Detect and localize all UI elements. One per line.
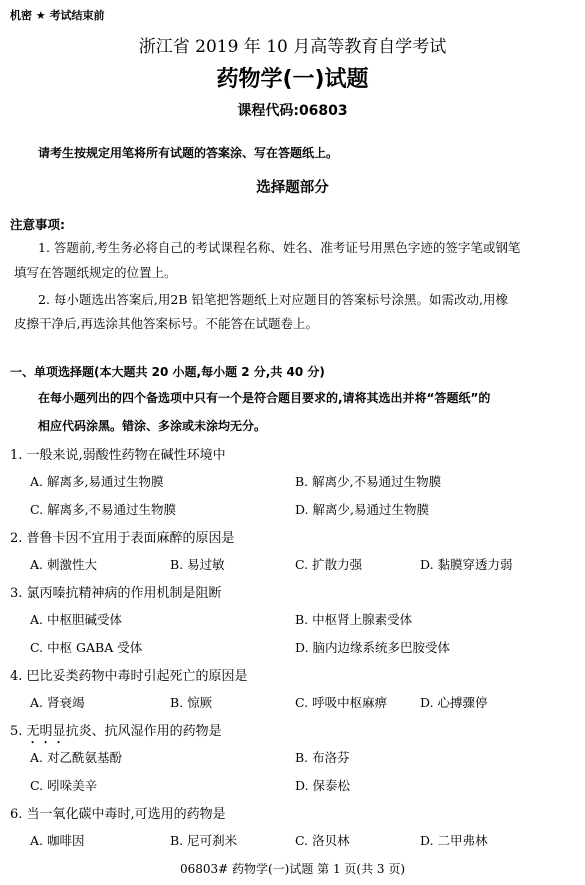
question-2-option-d: D. 黏膜穿透力弱 bbox=[420, 557, 513, 572]
question-3-option-b: B. 中枢肾上腺素受体 bbox=[295, 612, 413, 627]
question-1-option-b: B. 解离少,不易通过生物膜 bbox=[295, 474, 442, 489]
question-1-stem: 1. 一般来说,弱酸性药物在碱性环境中 bbox=[10, 448, 226, 463]
question-6-option-a: A. 咖啡因 bbox=[30, 833, 85, 848]
question-2-stem: 2. 普鲁卡因不宜用于表面麻醉的原因是 bbox=[10, 531, 235, 546]
question-6-option-b: B. 尼可刹米 bbox=[170, 833, 238, 848]
notes-heading: 注意事项: bbox=[10, 217, 65, 232]
part-instruction-line-2: 相应代码涂黑。错涂、多涂或未涂均无分。 bbox=[38, 419, 267, 433]
question-4-stem: 4. 巴比妥类药物中毒时引起死亡的原因是 bbox=[10, 669, 248, 684]
question-4-option-a: A. 肾衰竭 bbox=[30, 695, 85, 710]
question-4-option-d: D. 心搏骤停 bbox=[420, 695, 488, 710]
part-heading: 一、单项选择题(本大题共 20 小题,每小题 2 分,共 40 分) bbox=[10, 365, 325, 379]
question-1-option-c: C. 解离多,不易通过生物膜 bbox=[30, 502, 177, 517]
question-5-stem-rest: 抗炎、抗风湿作用的药物是 bbox=[65, 724, 222, 739]
note-1-line-2: 填写在答题纸规定的位置上。 bbox=[14, 265, 177, 280]
question-3-option-a: A. 中枢胆碱受体 bbox=[30, 612, 122, 627]
question-4-option-c: C. 呼吸中枢麻痹 bbox=[295, 695, 388, 710]
note-1-line-1: 1. 答题前,考生务必将自己的考试课程名称、姓名、准考证号用黑色字迹的签字笔或钢笔 bbox=[38, 240, 521, 255]
page-footer: 06803# 药物学(一)试题 第 1 页(共 3 页) bbox=[179, 862, 406, 876]
question-2-option-a: A. 刺激性大 bbox=[30, 557, 97, 572]
note-2-line-1: 2. 每小题选出答案后,用2B 铅笔把答题纸上对应题目的答案标号涂黑。如需改动,用橡 bbox=[38, 292, 508, 307]
question-6-option-c: C. 洛贝林 bbox=[295, 833, 350, 848]
question-6-option-d: D. 二甲弗林 bbox=[420, 833, 488, 848]
answer-instruction: 请考生按规定用笔将所有试题的答案涂、写在答题纸上。 bbox=[38, 146, 339, 160]
question-5-option-c: C. 吲哚美辛 bbox=[30, 778, 98, 793]
question-2-option-c: C. 扩散力强 bbox=[295, 557, 363, 572]
question-3-option-c: C. 中枢 GABA 受体 bbox=[30, 640, 143, 655]
question-1-option-d: D. 解离少,易通过生物膜 bbox=[295, 502, 429, 517]
question-1-option-a: A. 解离多,易通过生物膜 bbox=[30, 474, 164, 489]
question-4-option-b: B. 惊厥 bbox=[170, 695, 213, 710]
section-title: 选择题部分 bbox=[256, 180, 329, 196]
confidential-label: 机密 ★ 考试结束前 bbox=[10, 9, 105, 22]
question-2-option-b: B. 易过敏 bbox=[170, 557, 225, 572]
note-2-line-2: 皮擦干净后,再选涂其他答案标号。不能答在试题卷上。 bbox=[14, 316, 318, 331]
question-3-option-d: D. 脑内边缘系统多巴胺受体 bbox=[295, 640, 451, 655]
part-instruction-line-1: 在每小题列出的四个备选项中只有一个是符合题目要求的,请将其选出并将“答题纸”的 bbox=[38, 391, 491, 405]
question-5-option-b: B. 布洛芬 bbox=[295, 750, 350, 765]
question-5-number: 5. bbox=[10, 724, 27, 739]
exam-title: 浙江省 2019 年 10 月高等教育自学考试 bbox=[138, 37, 447, 57]
subject-title: 药物学(一)试题 bbox=[216, 67, 369, 92]
course-code: 课程代码:06803 bbox=[237, 103, 348, 119]
question-5-emphasis: 无明显 bbox=[26, 724, 66, 739]
question-3-stem: 3. 氯丙嗪抗精神病的作用机制是阻断 bbox=[10, 586, 222, 601]
question-5-option-d: D. 保泰松 bbox=[295, 778, 351, 793]
question-6-stem: 6. 当一氧化碳中毒时,可选用的药物是 bbox=[10, 807, 226, 822]
question-5-stem bbox=[10, 720, 222, 747]
question-5-option-a: A. 对乙酰氨基酚 bbox=[30, 750, 122, 765]
